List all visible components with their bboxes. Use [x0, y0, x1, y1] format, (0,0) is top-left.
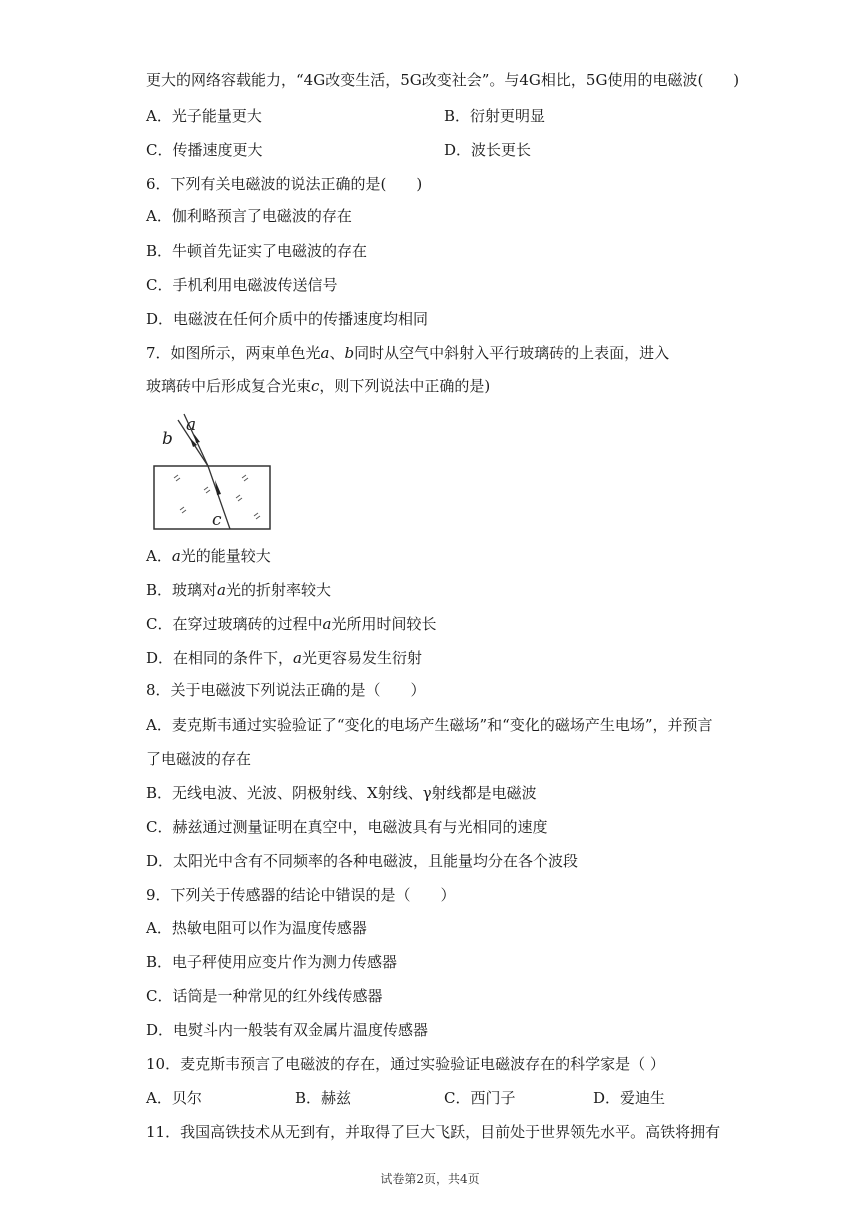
q7-stem-text: 7．如图所示，两束单色光: [146, 344, 321, 362]
q9-stem: 9．下列关于传感器的结论中错误的是（ ）: [146, 886, 456, 904]
q7-var-b: b: [344, 344, 355, 362]
q8-option-a-line1: A．麦克斯韦通过实验验证了“变化的电场产生磁场”和“变化的磁场产生电场”，并预言: [146, 716, 713, 734]
q9-option-c: C．话筒是一种常见的红外线传感器: [146, 987, 383, 1005]
q7-option-text: B．玻璃对: [146, 581, 218, 599]
q7-var-a: a: [320, 344, 330, 362]
q5-option-d: D．波长更长: [444, 141, 532, 159]
q9-option-a: A．热敏电阻可以作为温度传感器: [146, 919, 367, 937]
q10-stem: 10．麦克斯韦预言了电磁波的存在，通过实验验证电磁波存在的科学家是（ ）: [146, 1055, 665, 1073]
q7-stem-line1: [146, 343, 669, 363]
q7-option-text: 光所用时间较长: [331, 615, 437, 633]
glass-block-figure: [150, 412, 280, 536]
q7-stem-text: 同时从空气中斜射入平行玻璃砖的上表面，进入: [354, 344, 670, 362]
q6-stem: 6．下列有关电磁波的说法正确的是( ): [146, 175, 423, 193]
q8-option-c: C．赫兹通过测量证明在真空中，电磁波具有与光相同的速度: [146, 818, 548, 836]
label-a: a: [186, 415, 197, 435]
q7-var-a: a: [293, 649, 302, 667]
q7-option-text: A．: [146, 547, 172, 565]
q5-option-a: A．光子能量更大: [146, 107, 262, 125]
q8-stem: 8．关于电磁波下列说法正确的是（ ）: [146, 681, 426, 699]
q6-option-d: D．电磁波在任何介质中的传播速度均相同: [146, 310, 429, 328]
q7-option-a: [146, 546, 271, 566]
q7-option-b: [146, 580, 331, 600]
q7-option-text: 光的折射率较大: [225, 581, 331, 599]
q7-option-text: D．在相同的条件下，: [146, 649, 294, 667]
q7-option-text: 光更容易发生衍射: [301, 649, 422, 667]
q7-separator: 、: [329, 344, 345, 362]
q6-option-a: A．伽利略预言了电磁波的存在: [146, 207, 352, 225]
q8-option-a-line2: 了电磁波的存在: [146, 750, 252, 768]
q6-option-b: B．牛顿首先证实了电磁波的存在: [146, 242, 368, 260]
q10-option-b: B．赫兹: [295, 1089, 352, 1107]
q7-option-d: [146, 648, 422, 668]
q7-option-text: 光的能量较大: [180, 547, 271, 565]
q9-option-b: B．电子秤使用应变片作为测力传感器: [146, 953, 398, 971]
label-c: c: [212, 510, 222, 530]
q7-var-a: a: [217, 581, 226, 599]
q7-var-c: c: [311, 377, 320, 395]
q7-stem-text: 玻璃砖中后形成复合光束: [146, 377, 312, 395]
q7-var-a: a: [322, 615, 332, 633]
q10-option-a: A．贝尔: [146, 1089, 202, 1107]
q5-option-b: B．衍射更明显: [444, 107, 546, 125]
q8-option-d: D．太阳光中含有不同频率的各种电磁波，且能量均分在各个波段: [146, 852, 579, 870]
q7-var-a: a: [171, 547, 181, 565]
label-b: b: [162, 429, 173, 449]
q10-option-c: C．西门子: [444, 1089, 516, 1107]
q7-stem-text: ，则下列说法中正确的是): [319, 377, 491, 395]
q9-option-d: D．电熨斗内一般装有双金属片温度传感器: [146, 1021, 429, 1039]
q7-option-c: [146, 614, 436, 634]
q5-option-c: C．传播速度更大: [146, 141, 263, 159]
q5-stem-continuation: 更大的网络容载能力，“4G改变生活，5G改变社会”。与4G相比，5G使用的电磁波( ): [146, 71, 740, 89]
q7-stem-line2: [146, 376, 490, 396]
q8-option-b: B．无线电波、光波、阴极射线、X射线、γ射线都是电磁波: [146, 784, 537, 802]
q10-option-d: D．爱迪生: [593, 1089, 666, 1107]
q7-option-text: C．在穿过玻璃砖的过程中: [146, 615, 323, 633]
q6-option-c: C．手机利用电磁波传送信号: [146, 276, 338, 294]
q11-stem: 11．我国高铁技术从无到有，并取得了巨大飞跃，目前处于世界领先水平。高铁将拥有: [146, 1123, 721, 1141]
page-footer: 试卷第2页，共4页: [380, 1172, 480, 1186]
